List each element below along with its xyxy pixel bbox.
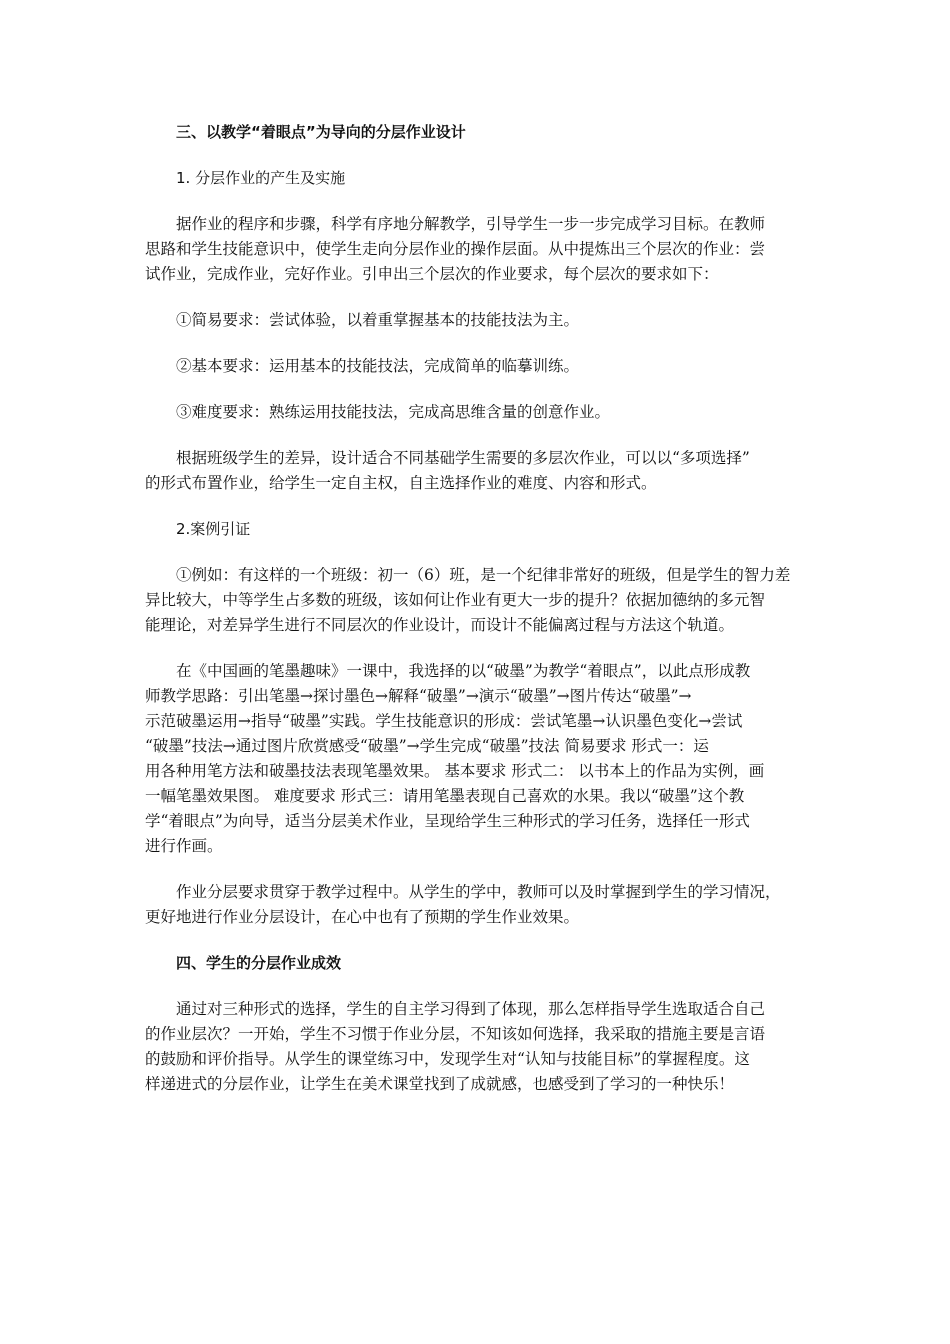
paragraph-line: 样递进式的分层作业，让学生在美术课堂找到了成就感，也感受到了学习的一种快乐！ xyxy=(145,1075,735,1093)
paragraph-line: 的鼓励和评价指导。从学生的课堂练习中，发现学生对“认知与技能目标”的掌握程度。这 xyxy=(145,1050,750,1068)
heading-text: 四、学生的分层作业成效 xyxy=(176,954,342,972)
paragraph-line: ①例如：有这样的一个班级：初一（6）班，是一个纪律非常好的班级，但是学生的智力差 xyxy=(176,566,791,584)
paragraph-line: 根据班级学生的差异，设计适合不同基础学生需要的多层次作业，可以以“多项选择” xyxy=(176,449,750,467)
subsection-title-text: 1. 分层作业的产生及实施 xyxy=(176,169,346,187)
subsection-title-text: 2.案例引证 xyxy=(176,520,251,538)
section-heading-4 xyxy=(145,951,815,976)
paragraph-line: 学“着眼点”为向导，适当分层美术作业，呈现给学生三种形式的学习任务，选择任一形式 xyxy=(145,812,750,830)
document-page xyxy=(145,120,815,1118)
heading-text: 三、以教学“着眼点”为导向的分层作业设计 xyxy=(176,123,466,141)
paragraph-line: “破墨”技法→通过图片欣赏感受“破墨”→学生完成“破墨”技法 简易要求 形式一：运 xyxy=(145,737,709,755)
paragraph-line: 示范破墨运用→指导“破墨”实践。学生技能意识的形成：尝试笔墨→认识墨色变化→尝试 xyxy=(145,712,743,730)
requirement-item-2 xyxy=(145,354,815,379)
paragraph-line: 思路和学生技能意识中，使学生走向分层作业的操作层面。从中提炼出三个层次的作业：尝 xyxy=(145,240,766,258)
subsection-title-1 xyxy=(145,166,815,191)
paragraph-line: 通过对三种形式的选择，学生的自主学习得到了体现，那么怎样指导学生选取适合自己 xyxy=(176,1000,766,1018)
requirement-item-1 xyxy=(145,308,815,333)
paragraph-line: 异比较大，中等学生占多数的班级，该如何让作业有更大一步的提升？依据加德纳的多元智 xyxy=(145,591,766,609)
subsection-title-2 xyxy=(145,517,815,542)
paragraph-line: 据作业的程序和步骤，科学有序地分解教学，引导学生一步一步完成学习目标。在教师 xyxy=(176,215,766,233)
requirement-text: ②基本要求：运用基本的技能技法，完成简单的临摹训练。 xyxy=(176,357,580,375)
requirement-text: ③难度要求：熟练运用技能技法，完成高思维含量的创意作业。 xyxy=(176,403,611,421)
paragraph-case-example xyxy=(145,563,815,638)
paragraph-line: 更好地进行作业分层设计，在心中也有了预期的学生作业效果。 xyxy=(145,908,580,926)
requirement-item-3 xyxy=(145,400,815,425)
paragraph-line: 在《中国画的笔墨趣味》一课中，我选择的以“破墨”为教学“着眼点”，以此点形成教 xyxy=(176,662,751,680)
paragraph-line: 的形式布置作业，给学生一定自主权，自主选择作业的难度、内容和形式。 xyxy=(145,474,657,492)
paragraph-line: 试作业，完成作业，完好作业。引申出三个层次的作业要求，每个层次的要求如下： xyxy=(145,265,719,283)
paragraph-lesson-ink xyxy=(145,659,815,859)
paragraph-line: 师教学思路：引出笔墨→探讨墨色→解释“破墨”→演示“破墨”→图片传达“破墨”→ xyxy=(145,687,692,705)
paragraph-line: 用各种用笔方法和破墨技法表现笔墨效果。 基本要求 形式二： 以书本上的作品为实例，画 xyxy=(145,762,765,780)
requirement-text: ①简易要求：尝试体验，以着重掌握基本的技能技法为主。 xyxy=(176,311,580,329)
section-heading-3 xyxy=(145,120,815,145)
paragraph-homework-layering xyxy=(145,880,815,930)
paragraph-line: 的作业层次？一开始，学生不习惯于作业分层，不知该如何选择，我采取的措施主要是言语 xyxy=(145,1025,766,1043)
paragraph-line: 能理论，对差异学生进行不同层次的作业设计，而设计不能偏离过程与方法这个轨道。 xyxy=(145,616,735,634)
paragraph-line: 作业分层要求贯穿于教学过程中。从学生的学中，教师可以及时掌握到学生的学习情况， xyxy=(176,883,781,901)
paragraph-line: 进行作画。 xyxy=(145,837,223,855)
paragraph-line: 一幅笔墨效果图。 难度要求 形式三：请用笔墨表现自己喜欢的水果。我以“破墨”这个教 xyxy=(145,787,745,805)
paragraph-results xyxy=(145,997,815,1097)
paragraph-layering-intro xyxy=(145,212,815,287)
paragraph-class-differences xyxy=(145,446,815,496)
